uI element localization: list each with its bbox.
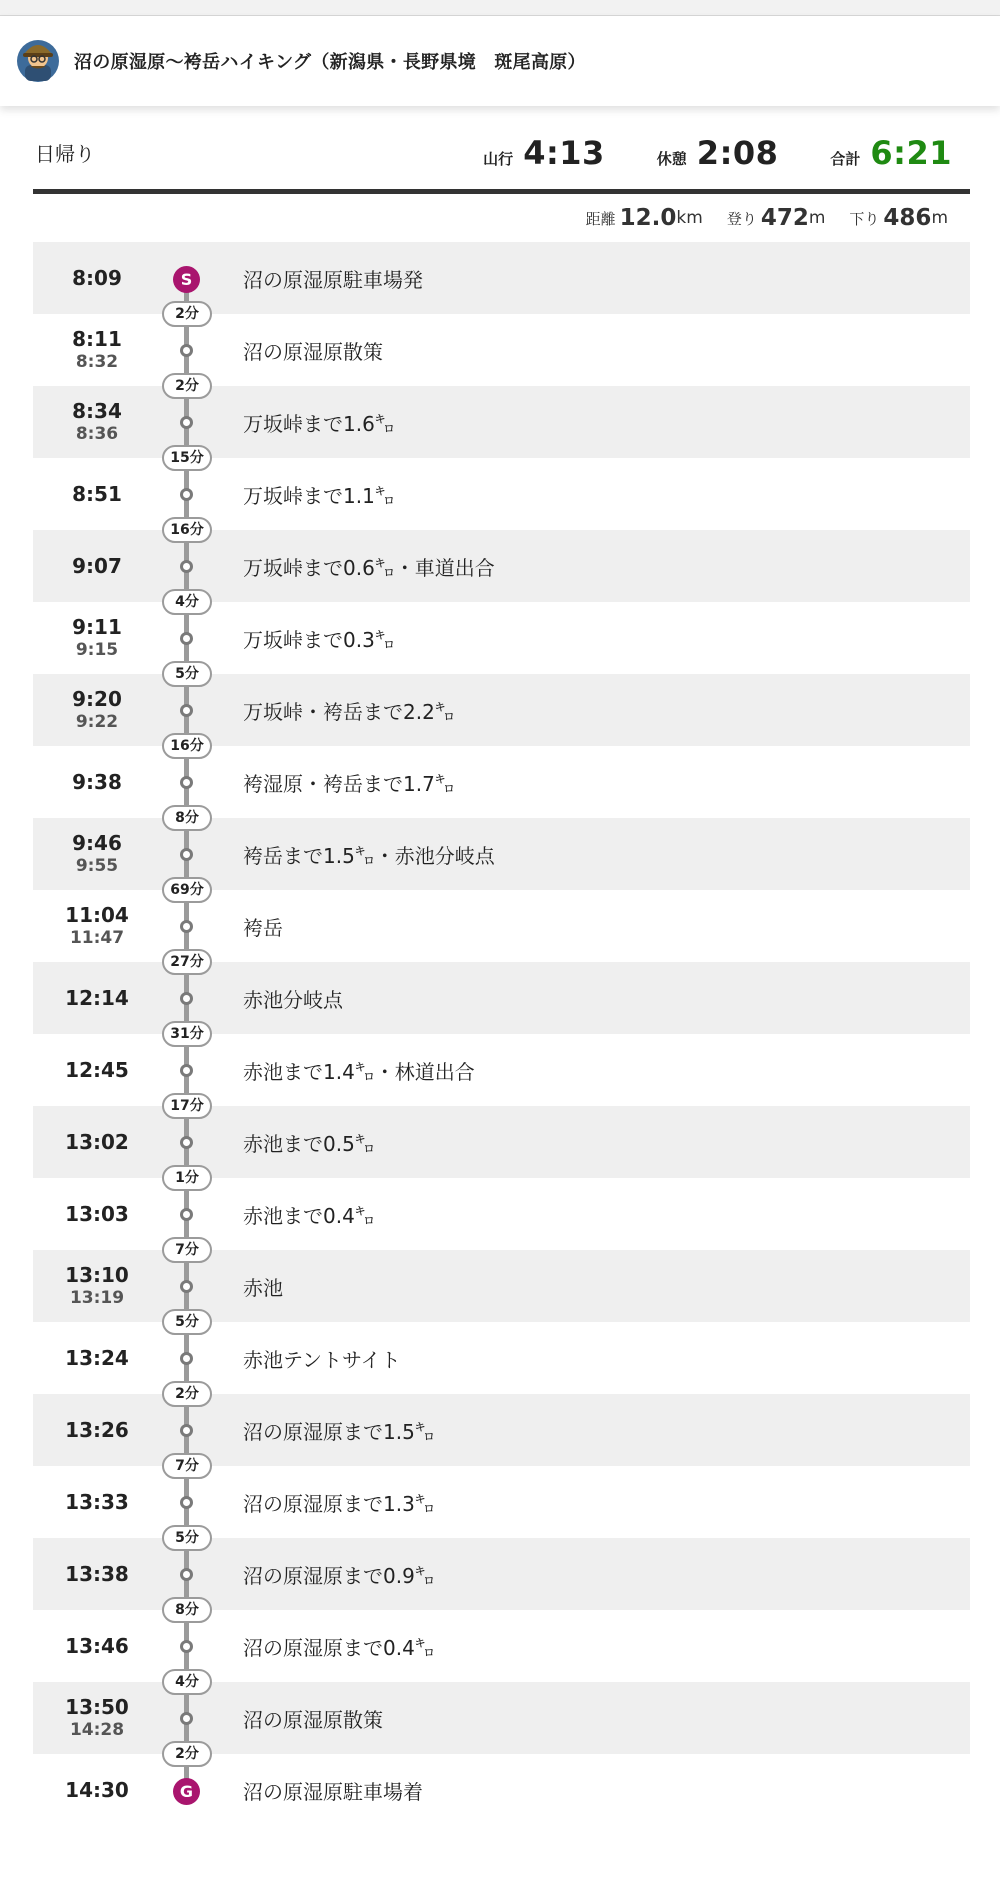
- time-column: [33, 1562, 161, 1586]
- segment-duration-badge: 5分: [162, 661, 212, 687]
- waypoint-name: 万坂峠・袴岳まで2.2㌔: [243, 699, 455, 724]
- arrival-time: 13:50: [65, 1695, 129, 1719]
- waypoint-dot-icon: [180, 992, 193, 1005]
- waypoint-name: 袴湿原・袴岳まで1.7㌔: [243, 771, 455, 796]
- segment-duration-badge: 2分: [162, 1741, 212, 1767]
- time-column: [33, 1130, 161, 1154]
- arrival-time: 8:34: [72, 399, 122, 423]
- arrival-time: 13:24: [65, 1346, 129, 1370]
- departure-time: 14:28: [69, 1720, 125, 1740]
- departure-time: 9:55: [75, 856, 119, 876]
- departure-time: 9:22: [75, 712, 119, 732]
- departure-time: 11:47: [69, 928, 125, 948]
- arrival-time: 12:45: [65, 1058, 129, 1082]
- waypoint-dot-icon: [180, 920, 193, 933]
- waypoint-name: 沼の原湿原散策: [243, 339, 383, 364]
- time-column: [33, 831, 161, 877]
- time-column: [33, 986, 161, 1010]
- arrival-time: 8:51: [72, 482, 122, 506]
- waypoint-name: 赤池分岐点: [243, 987, 343, 1012]
- segment-duration-badge: 17分: [162, 1093, 212, 1119]
- waypoint-dot-icon: [180, 848, 193, 861]
- browser-top-strip: [0, 0, 1000, 16]
- descent-label: 下り: [849, 209, 880, 228]
- waypoint-dot-icon: [180, 1136, 193, 1149]
- waypoint-dot-icon: [180, 776, 193, 789]
- time-column: [33, 327, 161, 373]
- arrival-time: 13:10: [65, 1263, 129, 1287]
- departure-time: 9:15: [75, 640, 119, 660]
- total-time-value: 6:21: [870, 133, 952, 172]
- waypoint-name: 赤池まで1.4㌔・林道出合: [243, 1059, 475, 1084]
- segment-duration-badge: 1分: [162, 1165, 212, 1191]
- arrival-time: 13:38: [65, 1562, 129, 1586]
- waypoint-name: 沼の原湿原駐車場着: [243, 1779, 423, 1804]
- waypoint-dot-icon: [180, 1064, 193, 1077]
- segment-duration-badge: 69分: [162, 877, 212, 903]
- climb-time-label: 山行: [483, 149, 514, 168]
- time-column: [33, 903, 161, 949]
- waypoint-dot-icon: [180, 488, 193, 501]
- time-column: [33, 1695, 161, 1741]
- day-type-label: 日帰り: [35, 142, 95, 166]
- waypoint-name: 沼の原湿原まで1.3㌔: [243, 1491, 435, 1516]
- segment-duration-badge: 5分: [162, 1309, 212, 1335]
- waypoint-dot-icon: [180, 632, 193, 645]
- time-column: [33, 1418, 161, 1442]
- time-column: [33, 770, 161, 794]
- ascent-unit: m: [808, 208, 826, 228]
- segment-duration-badge: 8分: [162, 1597, 212, 1623]
- waypoint-name: 万坂峠まで1.6㌔: [243, 411, 395, 436]
- segment-duration-badge: 4分: [162, 589, 212, 615]
- arrival-time: 9:11: [72, 615, 122, 639]
- page-title: 沼の原湿原〜袴岳ハイキング（新潟県・長野県境 斑尾高原）: [74, 52, 586, 73]
- waypoint-dot-icon: [180, 1568, 193, 1581]
- waypoint-dot-icon: [180, 560, 193, 573]
- descent-unit: m: [931, 208, 948, 228]
- time-column: [33, 1634, 161, 1658]
- waypoint-dot-icon: [180, 344, 193, 357]
- descent-value: 486: [883, 205, 932, 231]
- segment-duration-badge: 7分: [162, 1237, 212, 1263]
- time-column: [33, 1058, 161, 1082]
- waypoint-name: 沼の原湿原まで0.9㌔: [243, 1563, 435, 1588]
- climb-time-value: 4:13: [523, 133, 605, 172]
- departure-time: 8:36: [75, 424, 119, 444]
- hiker-avatar-icon[interactable]: [16, 39, 60, 83]
- segment-duration-badge: 16分: [162, 733, 212, 759]
- arrival-time: 9:46: [72, 831, 122, 855]
- distance-unit: km: [676, 208, 703, 228]
- time-column: [33, 1202, 161, 1226]
- waypoint-name: 万坂峠まで1.1㌔: [243, 483, 395, 508]
- route-stats: [33, 194, 970, 242]
- waypoint-dot-icon: [180, 704, 193, 717]
- arrival-time: 14:30: [65, 1778, 129, 1802]
- segment-duration-badge: 31分: [162, 1021, 212, 1047]
- waypoint-name: 赤池まで0.5㌔: [243, 1131, 375, 1156]
- waypoint-dot-icon: [180, 1640, 193, 1653]
- ascent-value: 472: [760, 205, 809, 231]
- arrival-time: 9:07: [72, 554, 122, 578]
- waypoint-name: 万坂峠まで0.3㌔: [243, 627, 395, 652]
- time-column: [33, 687, 161, 733]
- waypoint-name: 袴岳まで1.5㌔・赤池分岐点: [243, 843, 495, 868]
- segment-duration-badge: 27分: [162, 949, 212, 975]
- waypoint-dot-icon: [180, 1712, 193, 1725]
- waypoint-name: 沼の原湿原まで0.4㌔: [243, 1635, 435, 1660]
- segment-duration-badge: 4分: [162, 1669, 212, 1695]
- total-time-label: 合計: [830, 149, 861, 168]
- arrival-time: 11:04: [65, 903, 129, 927]
- segment-duration-badge: 16分: [162, 517, 212, 543]
- time-column: [33, 1346, 161, 1370]
- time-column: [33, 554, 161, 578]
- waypoint-dot-icon: [180, 416, 193, 429]
- arrival-time: 9:20: [72, 687, 122, 711]
- arrival-time: 13:03: [65, 1202, 129, 1226]
- waypoint-dot-icon: [180, 1280, 193, 1293]
- arrival-time: 13:02: [65, 1130, 129, 1154]
- waypoint-dot-icon: [180, 1424, 193, 1437]
- page-header: [0, 16, 1000, 106]
- waypoint-dot-icon: [180, 1352, 193, 1365]
- arrival-time: 13:46: [65, 1634, 129, 1658]
- segment-duration-badge: 7分: [162, 1453, 212, 1479]
- time-summary: [483, 134, 970, 172]
- segment-duration-badge: 5分: [162, 1525, 212, 1551]
- waypoint-name: 万坂峠まで0.6㌔・車道出合: [243, 555, 495, 580]
- time-column: [33, 615, 161, 661]
- waypoint-name: 沼の原湿原散策: [243, 1707, 383, 1732]
- arrival-time: 13:26: [65, 1418, 129, 1442]
- waypoint-name: 沼の原湿原まで1.5㌔: [243, 1419, 435, 1444]
- time-column: [33, 482, 161, 506]
- segment-duration-badge: 8分: [162, 805, 212, 831]
- plan-summary: [33, 106, 970, 194]
- time-column: [33, 1778, 161, 1802]
- segment-duration-badge: 2分: [162, 373, 212, 399]
- time-column: [33, 1490, 161, 1514]
- timeline-row[interactable]: [33, 1746, 970, 1826]
- waypoint-name: 赤池まで0.4㌔: [243, 1203, 375, 1228]
- arrival-time: 8:11: [72, 327, 122, 351]
- goal-badge: G: [173, 1778, 200, 1805]
- departure-time: 8:32: [75, 352, 119, 372]
- rest-time-value: 2:08: [696, 133, 779, 172]
- ascent-label: 登り: [726, 209, 757, 228]
- segment-duration-badge: 2分: [162, 301, 212, 327]
- arrival-time: 8:09: [72, 266, 122, 290]
- departure-time: 13:19: [69, 1288, 125, 1308]
- arrival-time: 12:14: [65, 986, 129, 1010]
- time-column: [33, 399, 161, 445]
- distance-value: 12.0: [619, 205, 677, 231]
- rest-time-label: 休憩: [656, 149, 687, 168]
- time-column: [33, 1263, 161, 1309]
- segment-duration-badge: 2分: [162, 1381, 212, 1407]
- distance-label: 距離: [585, 209, 616, 228]
- route-timeline: [33, 242, 970, 1826]
- waypoint-name: 赤池テントサイト: [243, 1347, 401, 1372]
- time-column: [33, 266, 161, 290]
- start-badge: S: [173, 266, 200, 293]
- arrival-time: 13:33: [65, 1490, 129, 1514]
- arrival-time: 9:38: [72, 770, 122, 794]
- waypoint-name: 沼の原湿原駐車場発: [243, 267, 423, 292]
- waypoint-dot-icon: [180, 1208, 193, 1221]
- waypoint-dot-icon: [180, 1496, 193, 1509]
- waypoint-name: 赤池: [243, 1275, 283, 1300]
- segment-duration-badge: 15分: [162, 445, 212, 471]
- waypoint-name: 袴岳: [243, 915, 283, 940]
